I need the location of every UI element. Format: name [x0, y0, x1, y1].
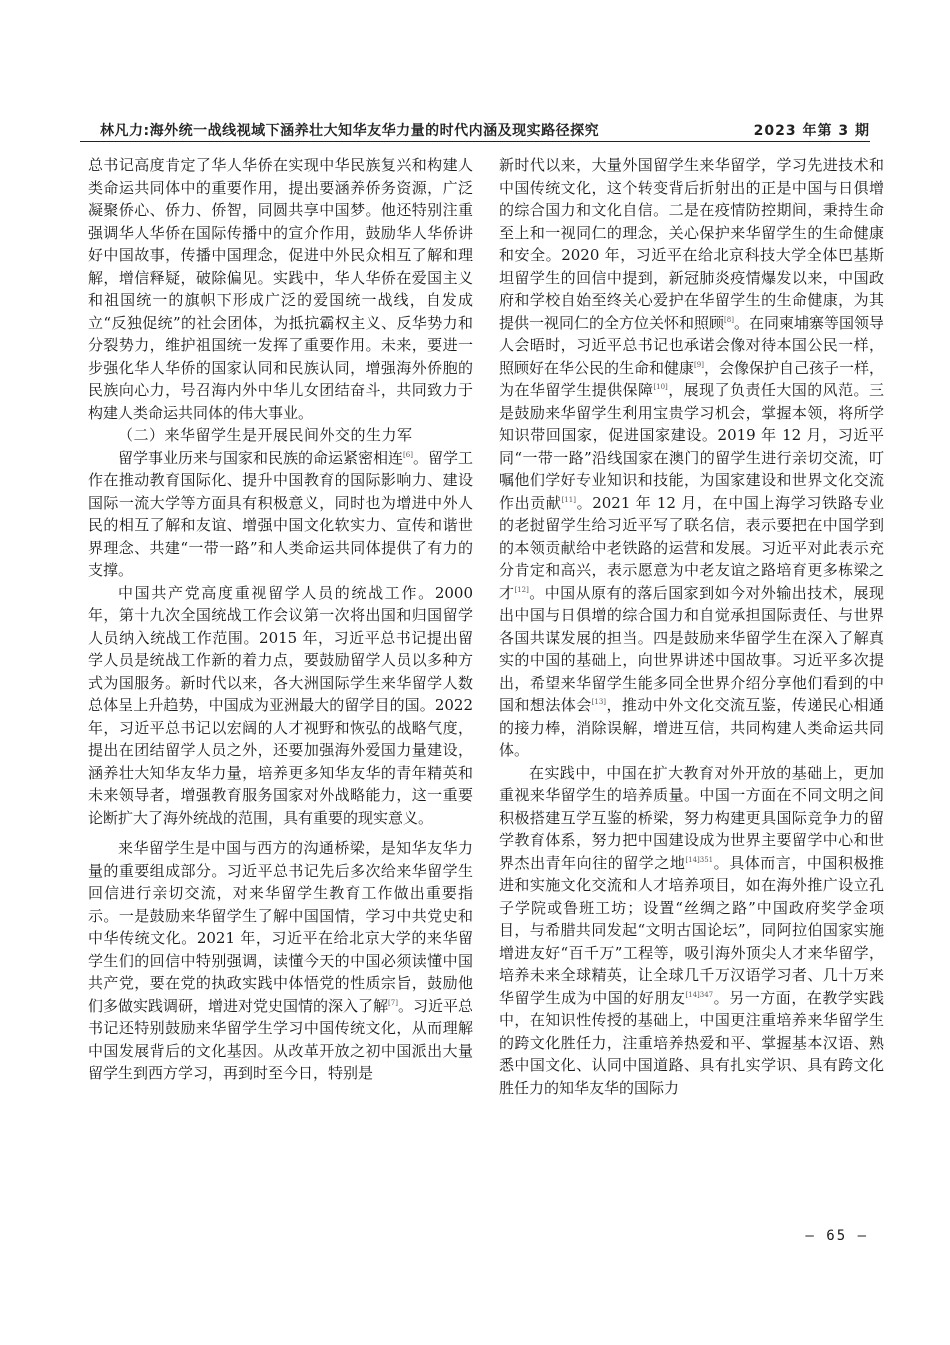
citation-ref: [12]	[514, 585, 529, 594]
citation-ref: [6]	[403, 450, 413, 459]
journal-issue: 2023 年第 3 期	[753, 123, 870, 139]
paragraph: 来华留学生是中国与西方的沟通桥梁，是知华友华力量的重要组成部分。习近平总书记先后多次给来华留学生回信进行亲切交流，对来华留学生教育工作做出重要指示。一是鼓励来华留学生了解中国国情，学习中共党史和中华传统文化。2021 年，习近平在给北京大学的来华留学生们的回信中特别强调，读懂今天的中国必须读懂中国共产党，要在党的执政实践中体悟党的性质宗旨，鼓励他们多做实践调研，增进对党史国情的深入了解[7]。习近平总书记还特别鼓励来华留学生学习中国传统文化，从而理解中国发展背后的文化基因。从改革开放之初中国派出大量留学生到西方学习，再到时至今日，特别是	[88, 839, 473, 1082]
header-rule	[80, 141, 870, 142]
paragraph: 中国共产党高度重视留学人员的统战工作。2000 年，第十九次全国统战工作会议第一次将出国和归国留学人员纳入统战工作范围。2015 年，习近平总书记提出留学人员是统战工作新的着力点，要鼓励留学人员以多种方式为国服务。新时代以来，各大洲国际学生来华留学人数总体呈上升趋势，中国成为亚洲最大的留学目的国。2022 年，习近平总书记以宏阔的人才视野和恢弘的战略气度，提出在团结留学人员之外，还要加强海外爱国力量建设，涵养壮大知华友华力量，培养更多知华友华的青年精英和未来领导者，增强教育服务国家对外战略能力，这一重要论断扩大了海外统战的范围，具有重要的现实意义。	[88, 583, 473, 827]
right-column	[499, 154, 884, 1099]
paragraph: 在实践中，中国在扩大教育对外开放的基础上，更加重视来华留学生的培养质量。中国一方面在不同文明之间积极搭建互学互鉴的桥梁，努力构建更具国际竞争力的留学教育体系，努力把中国建设成为世界主要留学中心和世界杰出青年向往的留学之地$^{[14]351}$。具体而言，中国积极推进和实施文化交流和人才培养项目，如在海外推广设立孔子学院或鲁班工坊；设置“丝绸之路”中国政府奖学金项目，与希腊共同发起“文明古国论坛”，同阿拉伯国家实施增进友好“百千万”工程等，吸引海外顶尖人才来华留学，培养未来全球精英，让全球几千万汉语学习者、几十万来华留学生成为中国的好朋友$^{[14]347}$。另一方面，在教学实践中，在知识性传授的基础上，中国更注重培养来华留学生的跨文化胜任力，注重培养热爱和平、掌握基本汉语、熟悉中国文化、认同中国道路、具有扎实学识、具有跨文化胜任力的知华友华的国际力	[499, 763, 884, 1097]
paragraph: 留学事业历来与国家和民族的命运紧密相连[6]。留学工作在推动教育国际化、提升中国教育的国际影响力、建设国际一流大学等方面具有积极意义，同时也为增进中外人民的相互了解和友谊、增强中国文化软实力、宣传和谐世界理念、共建“一带一路”和人类命运共同体提供了有力的支撑。	[88, 448, 473, 579]
page-number: – 65 –	[805, 1228, 868, 1244]
paragraph: 新时代以来，大量外国留学生来华留学，学习先进技术和中国传统文化，这个转变背后折射出的正是中国与日俱增的综合国力和文化自信。二是在疫情防控期间，秉持生命至上和一视同仁的理念，关心保护来华留学生的生命健康和安全。2020 年，习近平在给北京科技大学全体巴基斯坦留学生的回信中提到，新冠肺炎疫情爆发以来，中国政府和学校自始至终关心爱护在华留学生的生命健康，为其提供一视同仁的全方位关怀和照顾[8]。在同柬埔寨等国领导人会晤时，习近平总书记也承诺会像对待本国公民一样，照顾好在华公民的生命和健康[9]，会像保护自己孩子一样，为在华留学生提供保障[10]，展现了负责任大国的风范。三是鼓励来华留学生利用宝贵学习机会，掌握本领，将所学知识带回国家，促进国家建设。2019 年 12 月，习近平同“一带一路”沿线国家在澳门的留学生进行亲切交流，叮嘱他们学好专业知识和技能，为国家建设和世界文化交流作出贡献[11]。2021 年 12 月，在中国上海学习铁路专业的老挝留学生给习近平写了联名信，表示要把在中国学到的本领贡献给中老铁路的运营和发展。习近平对此表示充分肯定和高兴，表示愿意为中老友谊之路培育更多栋梁之才[12]。中国从原有的落后国家到如今对外输出技术，展现出中国与日俱增的综合国力和自觉承担国际责任、与世界各国共谋发展的担当。四是鼓励来华留学生在深入了解真实的中国的基础上，向世界讲述中国故事。习近平多次提出，希望来华留学生能多同全世界介绍分享他们看到的中国和想法体会[13]，推动中外文化交流互鉴，传递民心相通的接力棒，消除误解，增进互信，共同构建人类命运共同体。	[499, 156, 884, 759]
citation-ref: [8]	[724, 315, 734, 324]
left-column	[88, 154, 473, 1085]
citation-ref: [14]351	[685, 855, 714, 864]
citation-ref: [13]	[591, 698, 607, 706]
article-running-title: 林凡力:海外统一战线视域下涵养壮大知华友华力量的时代内涵及现实路径探究	[100, 123, 600, 139]
paragraph: 总书记高度肯定了华人华侨在实现中华民族复兴和构建人类命运共同体中的重要作用，提出要涵养侨务资源，广泛凝聚侨心、侨力、侨智，同圆共享中国梦。他还特别注重强调华人华侨在国际传播中的宣介作用，鼓励华人华侨讲好中国故事，传播中国理念，促进中外民众相互了解和理解，增信释疑，破除偏见。实践中，华人华侨在爱国主义和祖国统一的旗帜下形成广泛的爱国统一战线，自发成立“反独促统”的社会团体，为抵抗霸权主义、反华势力和分裂势力，维护祖国统一发挥了重要作用。未来，要进一步强化华人华侨的国家认同和民族认同，增强海外侨胞的民族向心力，号召海内外中华儿女团结奋斗，共同致力于构建人类命运共同体的伟大事业。	[88, 156, 473, 422]
section-heading: （二）来华留学生是开展民间外交的生力军	[118, 426, 413, 444]
running-header	[80, 118, 870, 140]
citation-ref: [7]	[388, 998, 398, 1007]
citation-ref: [9]	[694, 360, 704, 369]
citation-ref: [14]347	[685, 990, 714, 999]
citation-ref: [11]	[561, 495, 576, 504]
citation-ref: [10]	[653, 383, 668, 391]
